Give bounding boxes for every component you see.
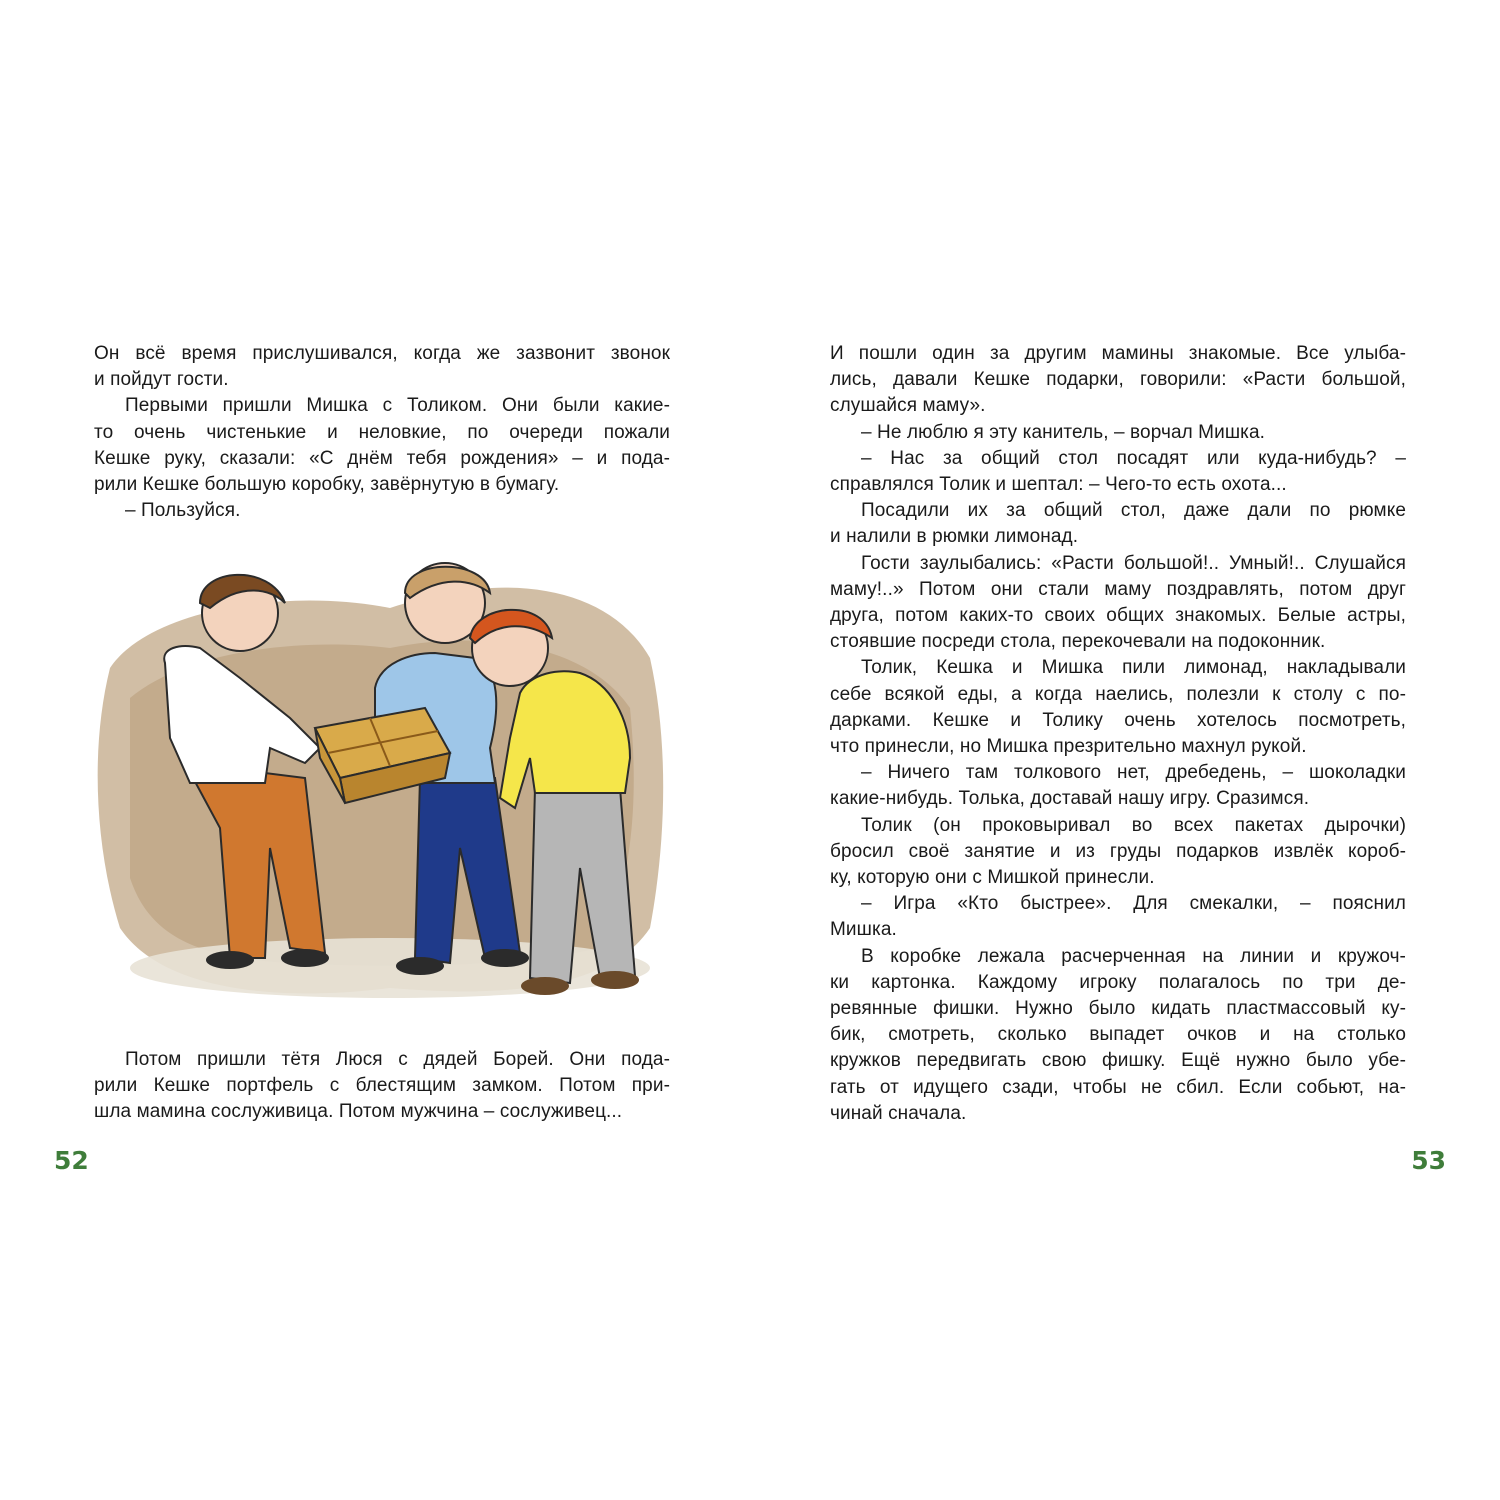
text-line: бик, смотреть, сколько выпадет очков и на столько — [830, 1024, 1406, 1046]
text-line: Посадили их за общий стол, даже дали по рюмке — [861, 500, 1406, 522]
text-line: гать от идущего сзади, чтобы не сбил. Если собьют, на- — [830, 1076, 1406, 1098]
text-line: и налили в рюмки лимонад. — [830, 526, 1079, 548]
text-line: чинай сначала. — [830, 1102, 967, 1124]
text-line: маму!..» Потом они стали маму поздравлять, потом друг — [830, 578, 1406, 600]
text-line: рили Кешке большую коробку, завёрнутую в бумагу. — [94, 474, 560, 496]
text-line: Толик (он проковыривал во всех пакетах дырочки) — [861, 814, 1406, 836]
text-line: дарками. Кешке и Толику очень хотелось посмотреть, — [830, 709, 1406, 731]
text-line: Мишка. — [830, 919, 897, 941]
text-line: – Нас за общий стол посадят или куда-нибудь? – — [861, 447, 1406, 469]
text-line: – Пользуйся. — [125, 500, 241, 522]
left-bottom-text — [94, 1047, 670, 1126]
text-line: Толик, Кешка и Мишка пили лимонад, накладывали — [861, 657, 1406, 679]
text-line: Гости заулыбались: «Расти большой!.. Умный!.. Слушайся — [861, 552, 1406, 574]
right-page — [750, 0, 1500, 1500]
text-line: ки картонка. Каждому игроку полагалось по три де- — [830, 971, 1406, 993]
text-line: и пойдут гости. — [94, 369, 229, 391]
right-text — [830, 341, 1406, 1127]
text-line: – Игра «Кто быстрее». Для смекалки, – пояснил — [861, 893, 1406, 915]
text-line: – Ничего там толкового нет, дребедень, – шоколадки — [861, 762, 1406, 784]
text-line: стоявшие посреди стола, перекочевали на подоконник. — [830, 631, 1326, 653]
text-line: то очень чистенькие и неловкие, по очереди пожали — [94, 421, 670, 443]
text-line: В коробке лежала расчерченная на линии и кружоч- — [861, 945, 1406, 967]
illustration-boys-gift — [90, 548, 670, 1018]
text-line: бросил своё занятие и из груды подарков извлёк короб- — [830, 840, 1406, 862]
text-line: ревянные фишки. Нужно было кидать пластмассовый ку- — [830, 998, 1406, 1020]
text-line: И пошли один за другим мамины знакомые. Все улыба- — [830, 343, 1406, 364]
text-line: рили Кешке портфель с блестящим замком. Потом при- — [94, 1075, 670, 1097]
text-line: друга, потом каких-то своих общих знакомых. Белые астры, — [830, 605, 1406, 627]
text-line: Потом пришли тётя Люся с дядей Борей. Они пода- — [125, 1049, 670, 1070]
text-line: лись, давали Кешке подарки, говорили: «Расти большой, — [830, 369, 1406, 391]
text-line: Кешке руку, сказали: «С днём тебя рождения» – и пода- — [94, 447, 670, 469]
left-top-text — [94, 341, 670, 524]
text-line: какие-нибудь. Толька, доставай нашу игру. Сразимся. — [830, 788, 1310, 810]
text-line: справлялся Толик и шептал: – Чего-то есть охота... — [830, 474, 1287, 496]
text-line: что принесли, но Мишка презрительно махнул рукой. — [830, 736, 1307, 758]
text-line: Он всё время прислушивался, когда же зазвонит звонок — [94, 343, 670, 364]
text-line: кружков передвигать свою фишку. Ещё нужно было убе- — [830, 1050, 1406, 1072]
text-line: – Не люблю я эту канитель, – ворчал Мишка. — [861, 421, 1266, 443]
page-number-right: 53 — [1411, 1146, 1446, 1175]
text-line: слушайся маму». — [830, 395, 986, 417]
text-line: ку, которую они с Мишкой принесли. — [830, 867, 1155, 889]
text-line: шла мамина сослуживица. Потом мужчина – сослуживец... — [94, 1101, 623, 1123]
page-number-left: 52 — [54, 1146, 89, 1175]
text-line: Первыми пришли Мишка с Толиком. Они были какие- — [125, 395, 670, 417]
text-line: себе всякой еды, а когда наелись, полезли к столу с по- — [830, 683, 1406, 705]
